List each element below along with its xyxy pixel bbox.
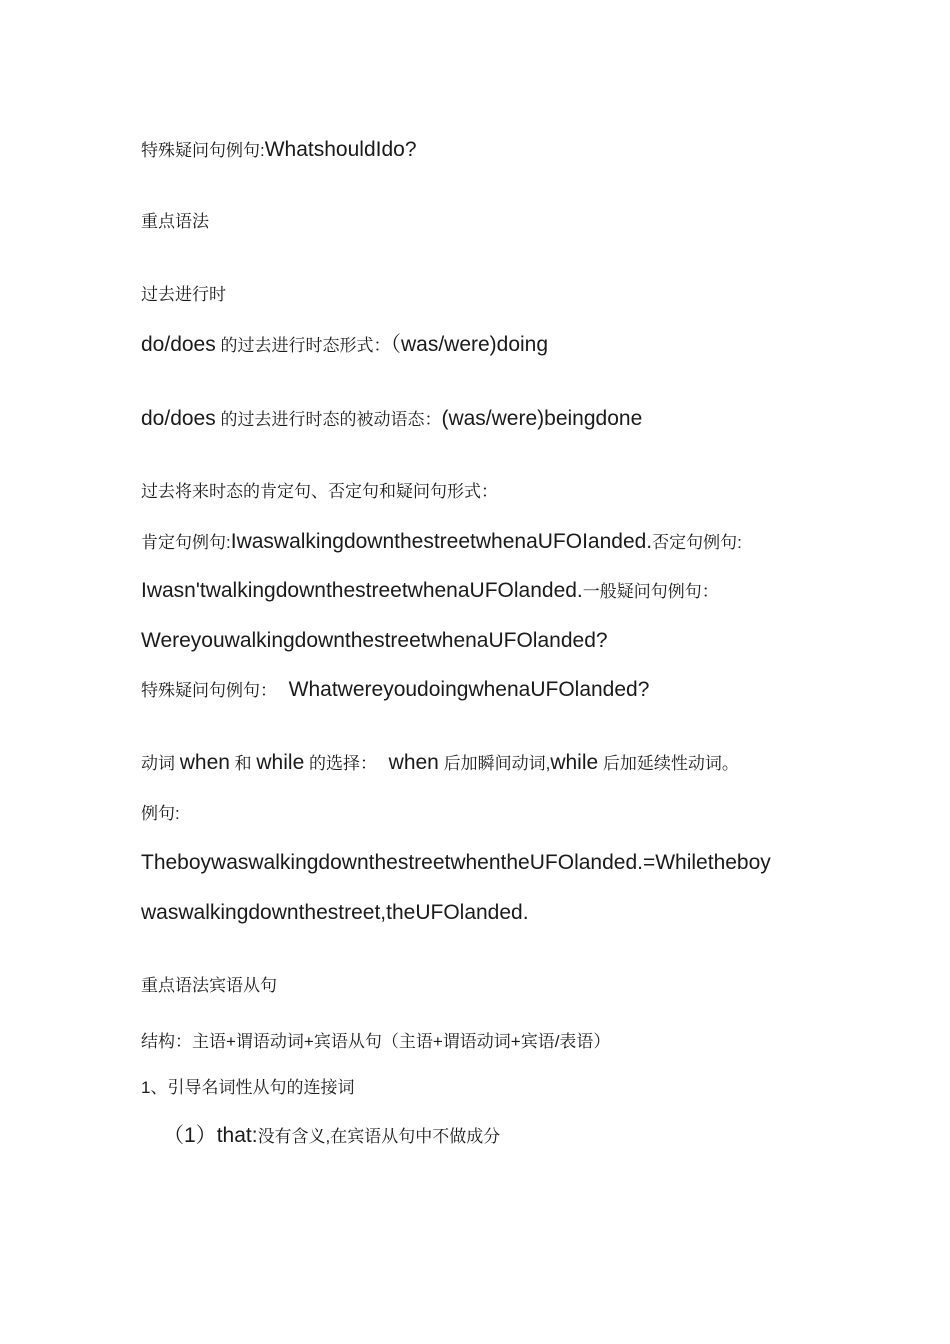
label-text: 特殊疑问句例句： bbox=[141, 681, 277, 700]
example-text: Iwasn'twalkingdownthestreetwhenaUFOlanded. bbox=[141, 579, 583, 602]
example-text: waswalkingdownthestreet,theUFOlanded. bbox=[141, 901, 529, 924]
label-text: 和 bbox=[229, 754, 257, 773]
special-question-example-2 bbox=[141, 679, 649, 700]
heading-text: 过去进行时 bbox=[141, 285, 226, 304]
formula-text: （was/were)doing bbox=[390, 333, 549, 356]
example-text: TheboywaswalkingdownthestreetwhentheUFOlanded.=Whiletheboy bbox=[141, 851, 771, 874]
verb-form-text: do/does bbox=[141, 407, 216, 430]
label-text: 否定句例句: bbox=[652, 533, 742, 552]
description-text: 没有含义,在宾语从句中不做成分 bbox=[257, 1127, 501, 1146]
heading-text: 过去将来时态的肯定句、否定句和疑问句形式： bbox=[141, 482, 498, 501]
label-text: 一般疑问句例句： bbox=[582, 582, 719, 601]
subheading-past-progressive bbox=[141, 286, 226, 304]
when-while-example-line-1 bbox=[141, 852, 771, 873]
item-number: （1） bbox=[163, 1124, 217, 1147]
example-text: WereyouwalkingdownthestreetwhenaUFOlanded? bbox=[141, 629, 608, 652]
example-label-line bbox=[141, 805, 180, 823]
verb-form-text: do/does bbox=[141, 333, 216, 356]
keyword-text: while bbox=[256, 751, 305, 774]
keyword-text: while bbox=[550, 751, 599, 774]
structure-text: 结构：主语+谓语动词+宾语从句（主语+谓语动词+宾语/表语） bbox=[141, 1032, 611, 1051]
keyword-text: when bbox=[179, 751, 230, 774]
connectives-heading bbox=[141, 1079, 354, 1097]
label-text: 特殊疑问句例句: bbox=[141, 141, 265, 160]
past-progressive-passive-line bbox=[141, 408, 642, 429]
heading-text: 重点语法宾语从句 bbox=[141, 976, 277, 995]
keyword-text: when bbox=[376, 751, 439, 774]
that-connective-line bbox=[163, 1125, 500, 1146]
label-text: 后加延续性动词。 bbox=[598, 754, 739, 773]
keyword-text: that: bbox=[216, 1124, 258, 1147]
label-text: 动词 bbox=[141, 754, 180, 773]
example-text: IwaswalkingdownthestreetwhenaUFOIanded. bbox=[230, 530, 653, 553]
when-while-choice-line bbox=[141, 752, 739, 773]
label-text: 的过去进行时态的被动语态： bbox=[215, 410, 442, 429]
heading-text: 1、引导名词性从句的连接词 bbox=[141, 1078, 355, 1097]
general-question-example-line bbox=[141, 630, 608, 651]
special-question-example-1 bbox=[141, 139, 417, 160]
affirmative-example-line bbox=[141, 531, 742, 552]
past-progressive-form-line bbox=[141, 334, 548, 355]
label-text: 的过去进行时态形式： bbox=[215, 336, 391, 355]
label-text: 肯定句例句: bbox=[141, 533, 231, 552]
formula-text: (was/were)beingdone bbox=[441, 407, 643, 430]
example-text: WhatshouldIdo? bbox=[264, 138, 417, 161]
negative-example-line bbox=[141, 580, 719, 601]
example-text: WhatwereyoudoingwhenaUFOlanded? bbox=[277, 678, 650, 701]
label-text: 的选择： bbox=[304, 754, 377, 773]
when-while-example-line-2 bbox=[141, 902, 529, 923]
label-text: 后加瞬间动词, bbox=[438, 754, 551, 773]
sentence-forms-heading bbox=[141, 483, 498, 501]
object-clause-heading bbox=[141, 977, 277, 995]
structure-line bbox=[141, 1033, 610, 1051]
heading-text: 重点语法 bbox=[141, 212, 209, 231]
section-heading-key-grammar bbox=[141, 213, 209, 231]
label-text: 例句: bbox=[141, 804, 180, 823]
